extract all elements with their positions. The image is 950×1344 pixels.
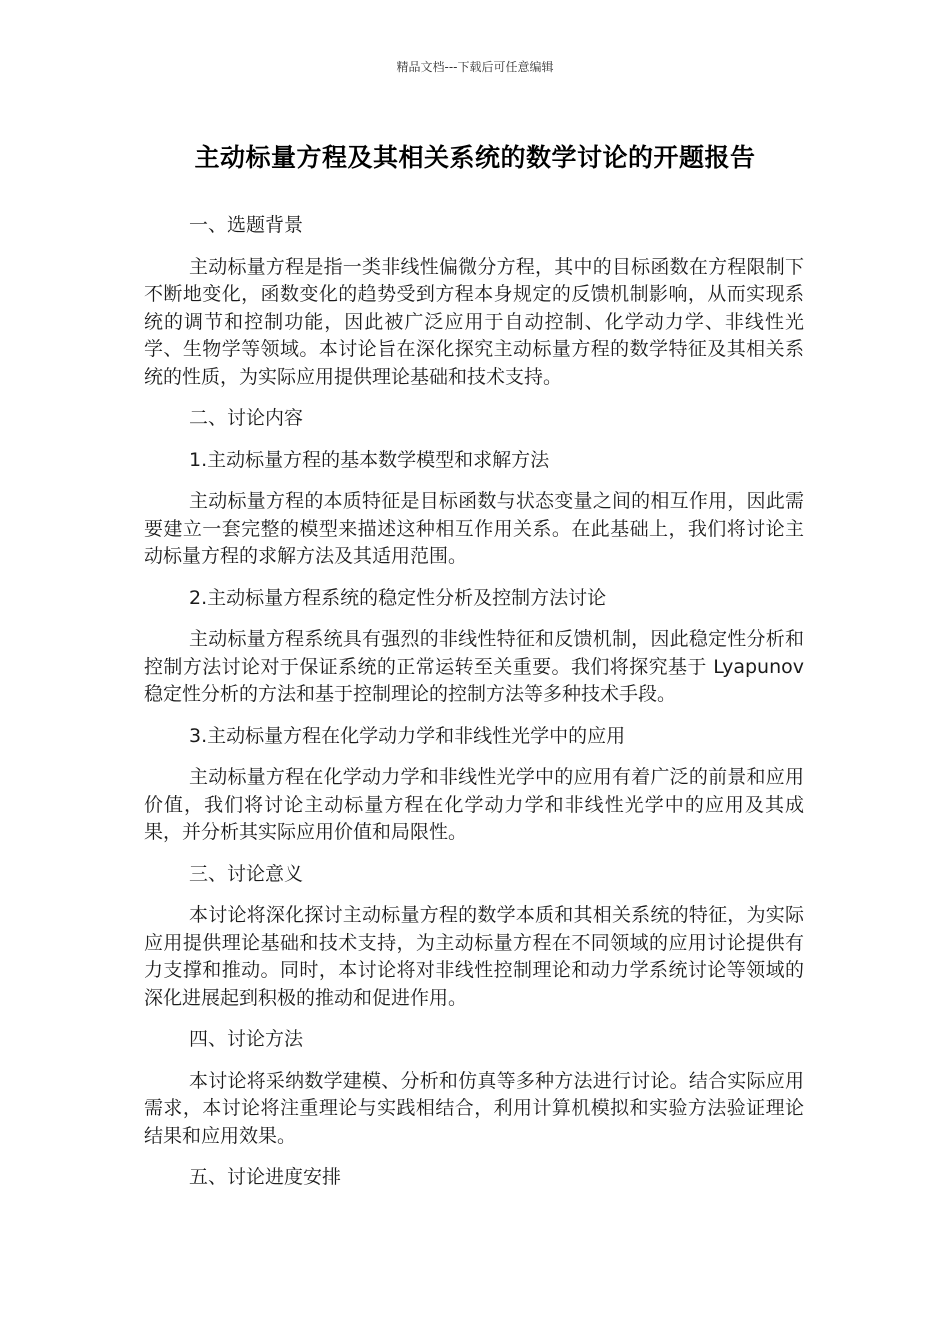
subsection-heading-applications: 3.主动标量方程在化学动力学和非线性光学中的应用 <box>189 724 626 747</box>
header-note: 精品文档---下载后可任意编辑 <box>396 60 554 74</box>
paragraph-background: 主动标量方程是指一类非线性偏微分方程，其中的目标函数在方程限制下不断地变化，函数变化的趋势受到方程本身规定的反馈机制影响，从而实现系统的调节和控制功能，因此被广泛应用于自动控制、化学动力学、非线性光学、生物学等领域。本讨论旨在深化探究主动标量方程的数学特征及其相关系统的性质，为实际应用提供理论基础和技术支持。 <box>144 255 804 388</box>
paragraph-significance: 本讨论将深化探讨主动标量方程的数学本质和其相关系统的特征，为实际应用提供理论基础和技术支持，为主动标量方程在不同领域的应用讨论提供有力支撑和推动。同时，本讨论将对非线性控制理论和动力学系统讨论等领域的深化进展起到积极的推动和促进作用。 <box>144 904 804 1009</box>
document-title: 主动标量方程及其相关系统的数学讨论的开题报告 <box>194 143 756 172</box>
section-heading-schedule: 五、讨论进度安排 <box>189 1166 342 1188</box>
paragraph-stability: 主动标量方程系统具有强烈的非线性特征和反馈机制，因此稳定性分析和控制方法讨论对于保证系统的正常运转至关重要。我们将探究基于 Lyapunov 稳定性分析的方法和基于控制理论的控制方法等多种技术手段。 <box>144 628 804 705</box>
paragraph-model: 主动标量方程的本质特征是目标函数与状态变量之间的相互作用，因此需要建立一套完整的模型来描述这种相互作用关系。在此基础上，我们将讨论主动标量方程的求解方法及其适用范围。 <box>144 490 804 567</box>
subsection-heading-model: 1.主动标量方程的基本数学模型和求解方法 <box>189 448 550 471</box>
section-heading-methods: 四、讨论方法 <box>189 1028 304 1050</box>
document-body <box>144 212 804 1206</box>
paragraph-methods: 本讨论将采纳数学建模、分析和仿真等多种方法进行讨论。结合实际应用需求，本讨论将注重理论与实践相结合，利用计算机模拟和实验方法验证理论结果和应用效果。 <box>144 1069 804 1147</box>
section-heading-background: 一、选题背景 <box>189 214 304 236</box>
subsection-heading-stability: 2.主动标量方程系统的稳定性分析及控制方法讨论 <box>189 586 607 609</box>
section-heading-significance: 三、讨论意义 <box>189 862 304 885</box>
section-heading-content: 二、讨论内容 <box>189 407 304 429</box>
paragraph-applications: 主动标量方程在化学动力学和非线性光学中的应用有着广泛的前景和应用价值，我们将讨论主动标量方程在化学动力学和非线性光学中的应用及其成果，并分析其实际应用价值和局限性。 <box>144 766 804 843</box>
